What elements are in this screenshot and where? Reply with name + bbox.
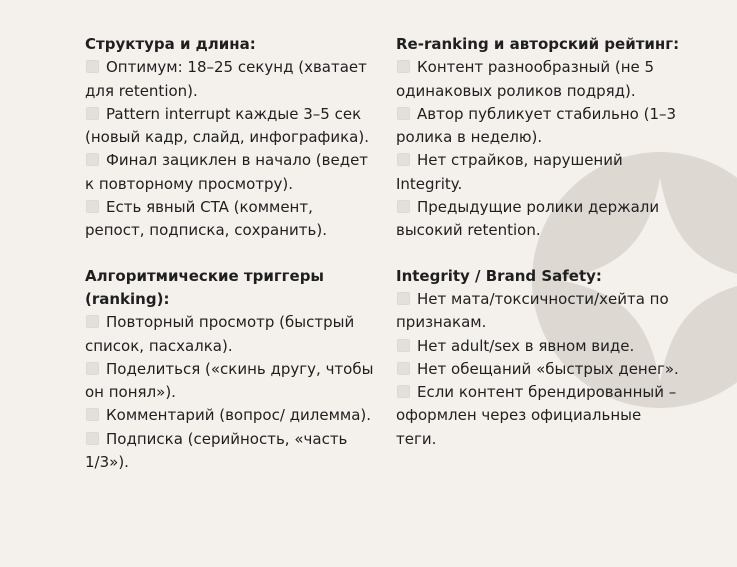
checkbox-icon[interactable] <box>86 362 99 375</box>
checklist-item <box>396 381 686 451</box>
checklist-item <box>396 56 686 103</box>
right-column <box>396 33 686 473</box>
item-text: Комментарий (вопрос/ дилемма). <box>106 406 372 425</box>
checklist-item <box>396 149 686 196</box>
checklist-item <box>85 428 375 475</box>
item-text: Поделиться («скинь другу, чтобы он понял»). <box>85 359 374 402</box>
section-title: Структура и длина: <box>85 35 256 53</box>
checklist-item <box>85 56 375 103</box>
checkbox-icon[interactable] <box>86 200 99 213</box>
item-text: Нет мата/токсичности/хейта по признакам. <box>396 289 669 332</box>
item-text: Повторный просмотр (быстрый список, пасхалка). <box>85 313 355 355</box>
section-title: Re-ranking и авторский рейтинг: <box>396 35 680 53</box>
checklist-item <box>85 311 375 358</box>
section-title: Алгоритмические триггеры (ranking): <box>85 266 324 308</box>
checkbox-icon[interactable] <box>397 339 410 352</box>
checklist-item <box>85 358 375 405</box>
item-text: Финал зациклен в начало (ведет к повторному просмотру). <box>85 151 369 193</box>
item-text: Есть явный CTA (коммент, репост, подписка, сохранить). <box>85 198 327 240</box>
item-text: Подписка (серийность, «часть 1/3»). <box>85 429 348 472</box>
section-reranking <box>396 33 686 243</box>
checkbox-icon[interactable] <box>397 60 410 73</box>
section-integrity-brand-safety <box>396 265 686 451</box>
checkbox-icon[interactable] <box>86 153 99 166</box>
checklist-item <box>396 103 686 150</box>
checkbox-icon[interactable] <box>397 362 410 375</box>
section-algorithmic-triggers <box>85 265 375 475</box>
item-text: Контент разнообразный (не 5 одинаковых роликов подряд). <box>396 58 655 100</box>
item-text: Автор публикует стабильно (1–3 ролика в неделю). <box>396 104 677 147</box>
section-structure-length <box>85 33 375 243</box>
item-text: Pattern interrupt каждые 3–5 сек (новый кадр, слайд, инфографика). <box>85 104 369 147</box>
checkbox-icon[interactable] <box>397 107 410 120</box>
checklist-item <box>396 335 686 358</box>
checklist-item <box>85 149 375 196</box>
checkbox-icon[interactable] <box>397 153 410 166</box>
item-text: Оптимум: 18–25 секунд (хватает для retention). <box>85 58 367 100</box>
checklist-item <box>396 358 686 381</box>
checkbox-icon[interactable] <box>86 432 99 445</box>
item-text: Нет страйков, нарушений Integrity. <box>396 151 623 193</box>
checkbox-icon[interactable] <box>397 292 410 305</box>
checklist-item <box>396 196 686 243</box>
checkbox-icon[interactable] <box>397 200 410 213</box>
checkbox-icon[interactable] <box>86 408 99 421</box>
checklist-item <box>85 404 375 427</box>
item-text: Предыдущие ролики держали высокий retention. <box>396 198 660 240</box>
checkbox-icon[interactable] <box>86 315 99 328</box>
item-text: Нет обещаний «быстрых денег». <box>417 359 679 378</box>
section-title: Integrity / Brand Safety: <box>396 266 602 285</box>
checklist-item <box>396 288 686 335</box>
checklist-item <box>85 196 375 243</box>
item-text: Если контент брендированный – оформлен через официальные теги. <box>396 383 677 448</box>
checkbox-icon[interactable] <box>86 107 99 120</box>
checklist-item <box>85 103 375 150</box>
left-column <box>85 33 375 496</box>
checkbox-icon[interactable] <box>86 60 99 73</box>
checkbox-icon[interactable] <box>397 385 410 398</box>
item-text: Нет adult/sex в явном виде. <box>417 336 635 355</box>
